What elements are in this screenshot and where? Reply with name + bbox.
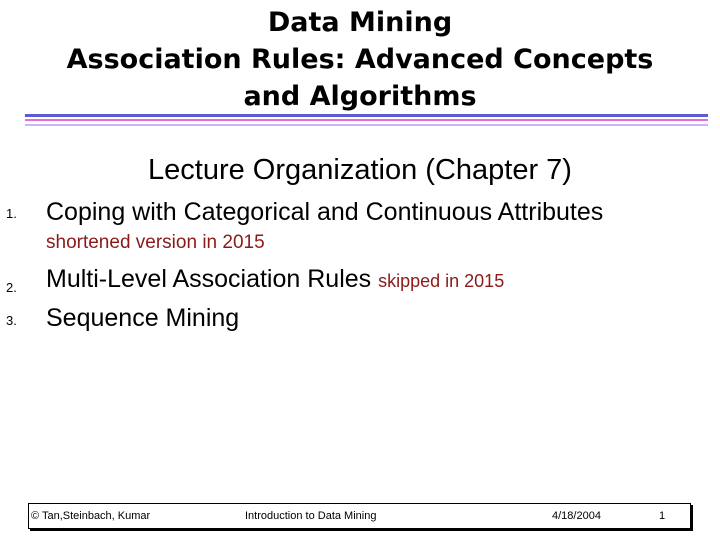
title-line-2: Association Rules: Advanced Concepts — [66, 44, 654, 75]
title-line-1: Data Mining — [267, 7, 453, 38]
list-item-number-1: 1. — [6, 206, 17, 221]
footer-page-number: 1 — [659, 510, 666, 522]
list-item-note-1: shortened version in 2015 — [46, 232, 265, 253]
slide-title — [0, 4, 720, 115]
footer-course: Introduction to Data Mining — [245, 510, 377, 522]
list-item-number-3: 3. — [6, 313, 17, 328]
list-item-text-3: Sequence Mining — [46, 304, 240, 332]
footer-date: 4/18/2004 — [552, 510, 601, 522]
title-rule-pink — [25, 119, 708, 121]
footer-authors: © Tan,Steinbach, Kumar — [31, 510, 151, 522]
list-item-2 — [46, 263, 504, 297]
slide-subtitle: Lecture Organization (Chapter 7) — [148, 154, 572, 186]
list-item-text-1: Coping with Categorical and Continuous Attributes — [46, 198, 604, 226]
list-item-number-2: 2. — [6, 280, 17, 295]
title-rule-purple — [25, 124, 708, 126]
list-item-text-2: Multi-Level Association Rules — [46, 265, 372, 293]
title-line-3: and Algorithms — [243, 81, 477, 112]
slide-footer — [28, 503, 691, 529]
list-item-note-2: skipped in 2015 — [378, 271, 505, 291]
title-rule-blue — [25, 114, 708, 117]
